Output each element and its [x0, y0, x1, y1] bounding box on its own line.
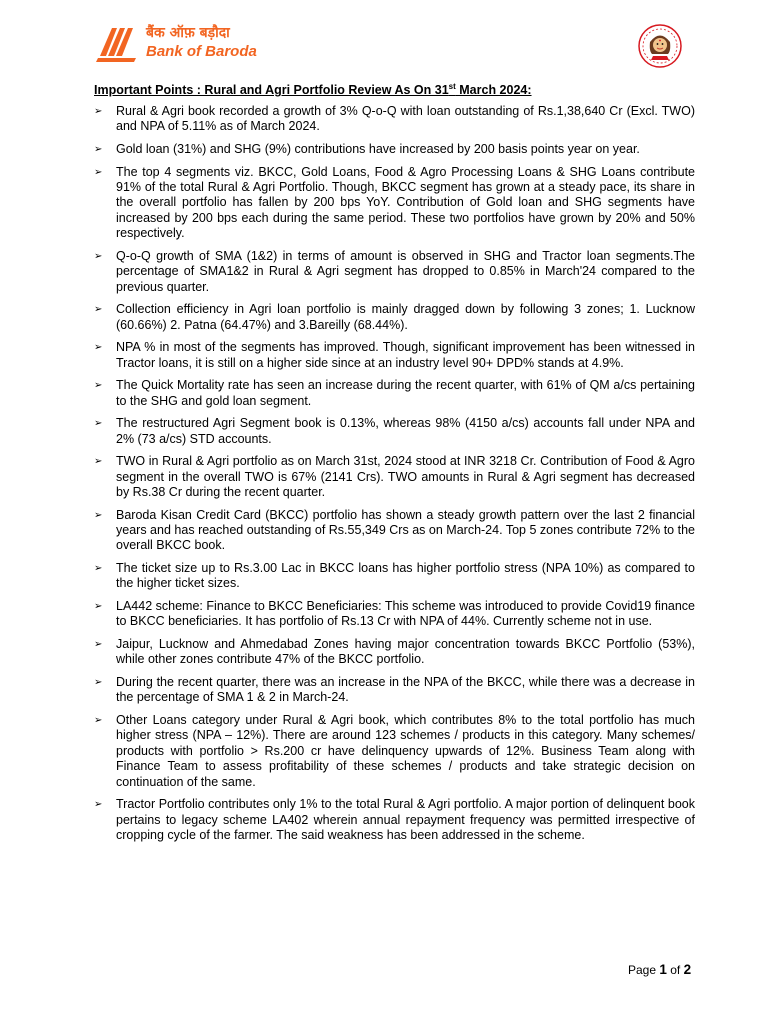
page-title: Important Points : Rural and Agri Portfolio Review As On 31st March 2024: — [94, 82, 532, 98]
list-item: ➢ During the recent quarter, there was an increase in the NPA of the BKCC, while there was a decrease in the percentage of SMA 1 & 2 in March-24. — [94, 675, 695, 705]
baroda-sunburst-icon — [96, 22, 142, 64]
bullet-arrow-icon: ➢ — [94, 563, 103, 575]
bullet-arrow-icon: ➢ — [94, 509, 103, 521]
important-points-list — [94, 104, 695, 851]
bullet-arrow-icon: ➢ — [94, 456, 103, 468]
list-item: ➢ Baroda Kisan Credit Card (BKCC) portfolio has shown a steady growth pattern over the last 2 financial years and has reached outstanding of Rs.55,349 Crs as on March-24. Top 5 zones contribute 72% to the overall BKCC book. — [94, 507, 695, 553]
list-item: ➢ Gold loan (31%) and SHG (9%) contributions have increased by 200 basis points year on year. — [94, 142, 640, 156]
bank-name-hindi: बैंक ऑफ़ बड़ौदा — [146, 25, 230, 41]
list-item: ➢ Q-o-Q growth of SMA (1&2) in terms of amount is observed in SHG and Tractor loan segments.The percentage of SMA1&2 in Rural & Agri segment has dropped to 0.85% in March'24 compared to the previous quarter. — [94, 248, 695, 294]
page-number: Page 1 of 2 — [628, 962, 692, 977]
bullet-arrow-icon: ➢ — [94, 418, 103, 430]
bullet-arrow-icon: ➢ — [94, 144, 103, 155]
bullet-arrow-icon: ➢ — [94, 677, 103, 689]
bullet-arrow-icon: ➢ — [94, 715, 103, 727]
bank-name-english: Bank of Baroda — [146, 43, 257, 60]
bullet-arrow-icon: ➢ — [94, 601, 103, 613]
list-item: ➢ Rural & Agri book recorded a growth of 3% Q-o-Q with loan outstanding of Rs.1,38,640 Cr (Excl. TWO) and NPA of 5.11% as of March 2024. — [94, 104, 695, 134]
bullet-arrow-icon: ➢ — [94, 380, 103, 392]
bank-logo — [96, 22, 256, 64]
bullet-arrow-icon: ➢ — [94, 304, 103, 316]
list-item: ➢ The restructured Agri Segment book is 0.13%, whereas 98% (4150 a/cs) accounts fall under NPA and 2% (73 a/cs) STD accounts. — [94, 416, 695, 446]
list-item: ➢ Tractor Portfolio contributes only 1% to the total Rural & Agri portfolio. A major portion of delinquent book pertains to legacy scheme LA402 wherein annual repayment frequency was permitted irrespective of cropping cycle of the farmer. The said weakness has been addressed in the scheme. — [94, 797, 695, 843]
list-item: ➢ TWO in Rural & Agri portfolio as on March 31st, 2024 stood at INR 3218 Cr. Contribution of Food & Agro segment in the overall TWO is 67% (2141 Crs). TWO amounts in Rural & Agri segment has decreased by Rs.38 Cr during the recent quarter. — [94, 454, 695, 500]
bullet-arrow-icon: ➢ — [94, 799, 103, 811]
list-item: ➢ LA442 scheme: Finance to BKCC Beneficiaries: This scheme was introduced to provide Covid19 finance to BKCC beneficiaries. It has portfolio of Rs.13 Cr with NPA of 44%. Currently scheme not in use. — [94, 599, 695, 629]
girl-mascot-icon — [638, 24, 682, 68]
bullet-arrow-icon: ➢ — [94, 639, 103, 651]
list-item: ➢ Other Loans category under Rural & Agri book, which contributes 8% to the total portfolio has much higher stress (NPA – 12%). There are around 123 schemes / products in this category. Many schemes/ products with portfolio > Rs.200 cr have delinquency upwards of 12%. Business Team along with Finance Team to assess profitability of these schemes / products and take strategic decision on continuation of the same. — [94, 713, 695, 789]
list-item: ➢ Jaipur, Lucknow and Ahmedabad Zones having major concentration towards BKCC Portfolio (53%), while other zones contribute 47% of the BKCC portfolio. — [94, 637, 695, 667]
bullet-arrow-icon: ➢ — [94, 342, 103, 354]
list-item: ➢ The Quick Mortality rate has seen an increase during the recent quarter, with 61% of QM a/cs pertaining to the SHG and gold loan segment. — [94, 378, 695, 408]
list-item: ➢ Collection efficiency in Agri loan portfolio is mainly dragged down by following 3 zones; 1. Lucknow (60.66%) 2. Patna (64.47%) and 3.Bareilly (68.44%). — [94, 302, 695, 332]
list-item: ➢ NPA % in most of the segments has improved. Though, significant improvement has been witnessed in Tractor loans, it is still on a higher side since at an industry level 90+ DPD% stands at 4.9%. — [94, 340, 695, 370]
list-item: ➢ The ticket size up to Rs.3.00 Lac in BKCC loans has higher portfolio stress (NPA 10%) as compared to the higher ticket sizes. — [94, 561, 695, 591]
bullet-arrow-icon: ➢ — [94, 166, 103, 178]
bullet-arrow-icon: ➢ — [94, 106, 103, 117]
bullet-arrow-icon: ➢ — [94, 250, 103, 262]
list-item: ➢ The top 4 segments viz. BKCC, Gold Loans, Food & Agro Processing Loans & SHG Loans contribute 91% of the total Rural & Agri Portfolio. Though, BKCC segment has grown at a steady pace, its share in the overall portfolio has fallen by 200 bps YoY. Contribution of Gold loan and SHG segments have increased by 200 bps each during the same period. These two portfolios have grown by 20% and 50% respectively. — [94, 164, 695, 241]
page-header — [0, 0, 768, 80]
